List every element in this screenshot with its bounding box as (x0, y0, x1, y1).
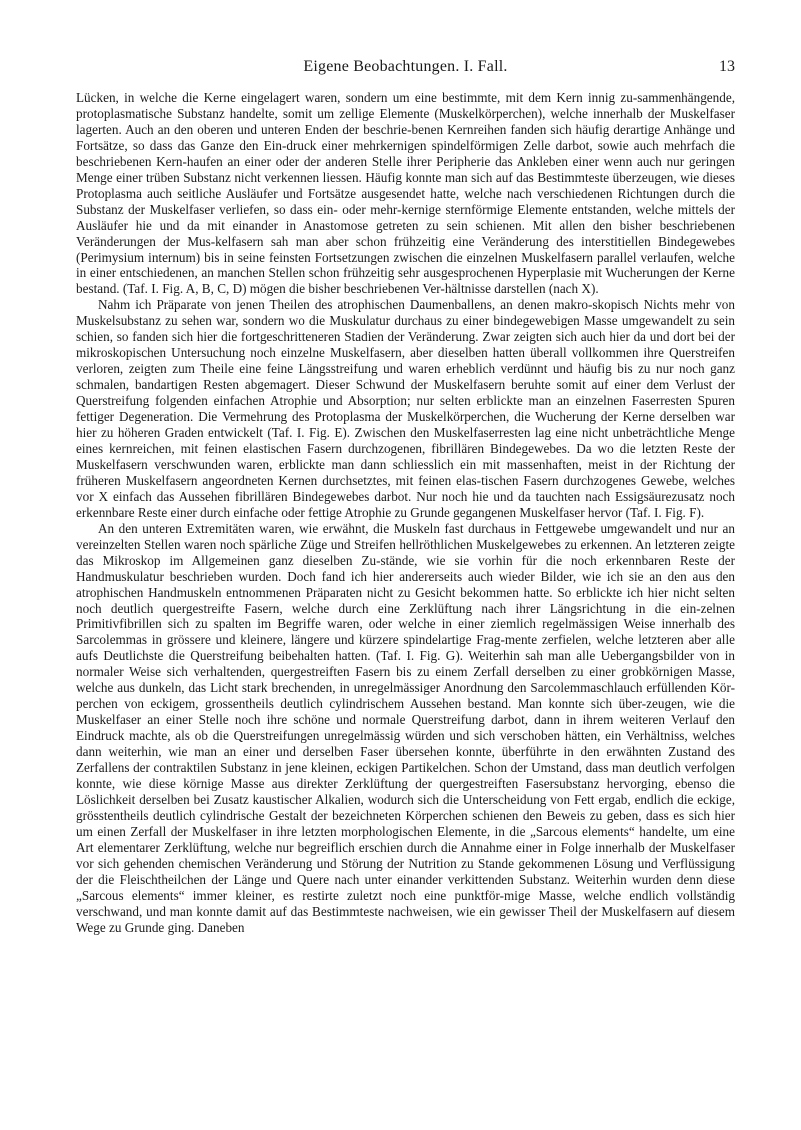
paragraph: An den unteren Extremitäten waren, wie erwähnt, die Muskeln fast durchaus in Fettgewebe umgewandelt und nur an vereinzelten Stellen waren noch spärliche Züge und Streifen hellröthlichen Muskelgewebes zu erkennen. An letzteren zeigte das Mikroskop im Allgemeinen ganz dieselben Zu-stände, wie sie vorhin für die noch erkennbaren Reste der Handmuskulatur beschrieben wurden. Doch fand ich hier andererseits auch wieder Bilder, wie ich sie an den aus den atrophischen Handmuskeln entnommenen Präparaten nicht zu Gesicht bekommen hatte. So erblickte ich hier nicht selten noch deutlich quergestreifte Fasern, welche durch eine Zerklüftung nach ihrer Längsrichtung in die ein-zelnen Primitivfibrillen sich zu spalten im Begriffe waren, oder welche in einer ziemlich regelmässigen Weise innerhalb des Sarcolemmas in grössere und kleinere, längere und kürzere spindelartige Frag-mente zerfielen, welche letzteren aber alle aufs Deutlichste die Querstreifung beibehalten hatten. (Taf. I. Fig. G). Weiterhin sah man alle Uebergangsbilder von in normaler Weise sich verhaltenden, quergestreiften Fasern bis zu einem Zerfall derselben zu einer grobkörnigen Masse, welche aus dunkeln, das Licht stark brechenden, in unregelmässiger Anordnung den Sarcolemmaschlauch erfüllenden Kör-perchen von eckigem, grossentheils deutlich cylindrischem Aussehen bestand. Man konnte sich über-zeugen, wie die Muskelfaser an einer Stelle noch ihre schöne und normale Querstreifung darbot, dann in ihrem weiteren Verlauf den Eindruck machte, als ob die Querstreifungen unregelmässig würden und sich verschoben hätten, ein Verhältniss, welches dann weiterhin, wie man an einer und derselben Faser übersehen konnte, überführte in den erwähnten Zustand des Zerfallens der contraktilen Substanz in jene kleinen, eckigen Partikelchen. Schon der Umstand, dass man deutlich verfolgen konnte, wie diese körnige Masse aus direkter Zerklüftung der quergestreiften Fasersubstanz hervorging, ebenso die Löslichkeit derselben bei Zusatz kaustischer Alkalien, wodurch sich die Unterscheidung von Fett ergab, endlich die eckige, grösstentheils deutlich cylindrische Gestalt der bezeichneten Körperchen schienen den Beweis zu geben, dass es sich hier um einen Zerfall der Muskelfaser in ihre letzten morphologischen Elemente, in die „Sarcous elements“ handelte, um eine Art elementarer Zerklüftung, welche nur begreiflich erschien durch die Annahme einer in Folge innerhalb der Muskelfaser vor sich gehenden chemischen Veränderung und Störung der Nutrition zu Stande gekommenen Lösung und Verflüssigung der die Fleischtheilchen der Länge und Quere nach unter einander verkittenden Substanz. Weiterhin wurden denn diese „Sarcous elements“ immer kleiner, es restirte zuletzt noch eine punktför-mige Masse, welche endlich vollständig verschwand, und man konnte damit auf das Bestimmteste nachweisen, wie ein gewisser Theil der Muskelfasern auf diesem Wege zu Grunde ging. Daneben (76, 520, 735, 935)
page-number: 13 (719, 58, 735, 75)
running-title: Eigene Beobachtungen. I. Fall. (303, 58, 508, 75)
paragraph: Lücken, in welche die Kerne eingelagert waren, sondern um eine bestimmte, mit dem Kern innig zu-sammenhängende, protoplasmatische Substanz handelte, somit um zellige Elemente (Muskelkörperchen), welche innerhalb der Muskelfaser lagerten. Auch an den oberen und unteren Enden der beschrie-benen Kernreihen fanden sich häufig derartige Anhänge und Fortsätze, so dass das Ganze den Ein-druck einer mehrkernigen spindelförmigen Zelle darbot, sowie auch mehrfach die beschriebenen Kern-haufen an einer oder der anderen Stelle ihrer Peripherie das Ankleben einer wenn auch nur geringen Menge einer trüben Substanz nicht verkennen liessen. Häufig konnte man sich auf das Bestimmteste überzeugen, wie dieses Protoplasma auch seitliche Ausläufer und Fortsätze ausgesendet hatte, welche nach verschiedenen Richtungen durch die Substanz der Muskelfaser verliefen, so dass ein- oder mehr-kernige sternförmige Elemente entstanden, welche mittels der Ausläufer hie und da mit einander in Anastomose getreten zu sein schienen. Mit allen den bisher beschriebenen Veränderungen der Mus-kelfasern sah man aber schon frühzeitig eine Veränderung des interstitiellen Bindegewebes (Perimysium internum) bis in seine feinsten Fortsetzungen zwischen die einzelnen Muskelfasern parallel verlaufen, welche in einer entschiedenen, an manchen Stellen schon frühzeitig sehr ausgesprochenen Hyperplasie mit Wucherungen der Kerne bestand. (Taf. I. Fig. A, B, C, D) mögen die bisher beschriebenen Ver-hältnisse darstellen (nach X). (76, 90, 735, 297)
body-text (76, 90, 735, 936)
running-header (76, 58, 735, 80)
paragraph: Nahm ich Präparate von jenen Theilen des atrophischen Daumenballens, an denen makro-skopisch Nichts mehr von Muskelsubstanz zu sehen war, sondern wo die Muskulatur durchaus zu einer bindegewebigen Masse umgewandelt zu sein schien, so fanden sich hier die fortgeschritteneren Stadien der Veränderung. Zwar zeigten sich auch hier da und dort bei der mikroskopischen Untersuchung noch einzelne Muskelfasern, aber dieselben hatten überall vollkommen ihre Querstreifen verloren, zeigten zum Theile eine feine Längsstreifung und waren erheblich verdünnt und häufig bis zu nur noch ganz schmalen, bandartigen Resten abgemagert. Dieser Schwund der Muskelfasern beruhte somit auf einer dem Verlust der Querstreifung folgenden einfachen Atrophie und Absorption; nur selten erblickte man an einzelnen Faserresten Spuren fettiger Degeneration. Die Vermehrung des Protoplasma der Muskelkörperchen, die Wucherung der Kerne derselben war hier zu höheren Graden entwickelt (Taf. I. Fig. E). Zwischen den Muskelfaserresten lag eine nicht unbeträchtliche Menge eines kernreichen, mit feinen elastischen Fasern durchzogenen, fibrillären Bindegewebes. Da wo die letzten Reste der Muskelfasern verschwunden waren, erblickte man dann schliesslich ein mit massenhaften, meist in der Richtung der früheren Muskelfasern angeordneten Kernen durchsetztes, mit feinen elas-tischen Fasern durchzogenes Gewebe, welches vor X einfach das Aussehen fibrillären Bindegewebes darbot. Nur noch hie und da tauchten nach Essigsäurezusatz noch erkennbare Reste einer durch einfache oder fettige Atrophie zu Grunde gegangenen Muskelfaser hervor (Taf. I. Fig. F). (76, 297, 735, 520)
